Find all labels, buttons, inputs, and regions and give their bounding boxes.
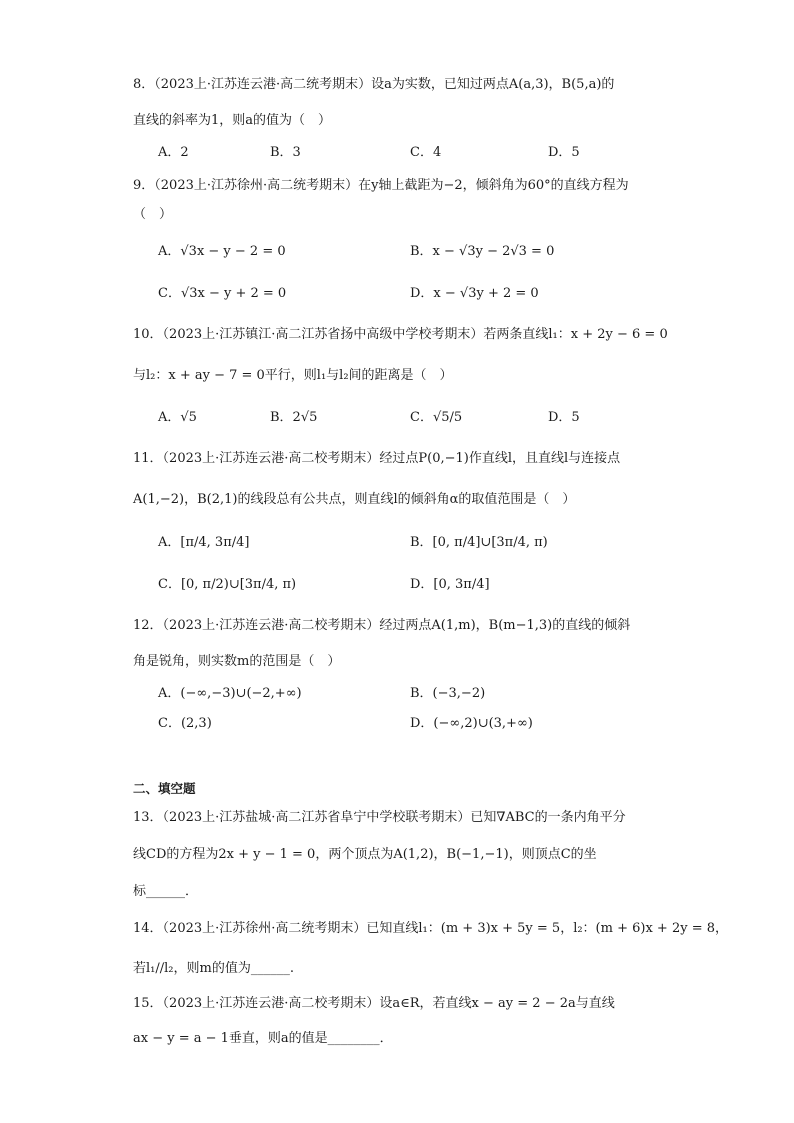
q11-option-a: A．[π/4, 3π/4] <box>158 535 250 550</box>
section-title-fill-in: 二、填空题 <box>133 781 196 796</box>
q12-option-c: C．(2,3) <box>158 716 212 731</box>
q11-stem-line1: 11．（2023上·江苏连云港·高二校考期末）经过点P(0,−1)作直线l，且直线l与连接点 <box>133 451 621 466</box>
q12-stem-line2: 角是锐角，则实数m的范围是（ ） <box>133 654 341 669</box>
q12-stem-line1: 12．（2023上·江苏连云港·高二校考期末）经过两点A(1,m)，B(m−1,3)的直线的倾斜 <box>133 618 631 633</box>
q12-option-b: B．(−3,−2) <box>410 686 486 701</box>
q10-stem-line2: 与l₂：x + ay − 7 = 0平行，则l₁与l₂间的距离是（ ） <box>133 368 453 383</box>
q9-option-c: C．√3x − y + 2 = 0 <box>158 286 287 301</box>
q8-option-d: D．5 <box>548 145 580 160</box>
q15-stem-line1: 15．（2023上·江苏连云港·高二校考期末）设a∈R，若直线x − ay = 2 − 2a与直线 <box>133 996 615 1011</box>
q11-option-b: B．[0, π/4]∪[3π/4, π) <box>410 535 548 550</box>
q10-option-a: A．√5 <box>158 410 197 425</box>
q8-option-c: C．4 <box>410 145 442 160</box>
q10-option-c: C．√5/5 <box>410 410 463 425</box>
q8-stem-line2: 直线的斜率为1，则a的值为（ ） <box>133 113 332 128</box>
q9-stem-line2: （ ） <box>133 207 173 222</box>
q8-option-b: B．3 <box>270 145 301 160</box>
q10-stem-line1: 10．（2023上·江苏镇江·高二江苏省扬中高级中学校考期末）若两条直线l₁：x + 2y − 6 = 0 <box>133 327 668 342</box>
q11-stem-line2: A(1,−2)，B(2,1)的线段总有公共点，则直线l的倾斜角α的取值范围是（ ） <box>133 492 576 507</box>
q10-option-d: D．5 <box>548 410 580 425</box>
q14-stem-line2: 若l₁//l₂，则m的值为______. <box>133 961 294 976</box>
q9-option-d: D．x − √3y + 2 = 0 <box>410 286 539 301</box>
q13-stem-line2: 线CD的方程为2x + y − 1 = 0，两个顶点为A(1,2)，B(−1,−1)，则顶点C的坐 <box>133 847 597 862</box>
q11-option-c: C．[0, π/2)∪[3π/4, π) <box>158 577 297 592</box>
q13-stem-line3: 标______． <box>133 884 199 899</box>
q12-option-d: D．(−∞,2)∪(3,+∞) <box>410 716 533 731</box>
q9-stem-line1: 9．（2023上·江苏徐州·高二统考期末）在y轴上截距为−2，倾斜角为60°的直线方程为 <box>133 178 629 193</box>
q8-option-a: A．2 <box>158 145 189 160</box>
q8-stem-line1: 8．（2023上·江苏连云港·高二统考期末）设a为实数，已知过两点A(a,3)，B(5,a)的 <box>133 77 615 92</box>
q15-stem-line2: ax − y = a − 1垂直，则a的值是________． <box>133 1031 393 1046</box>
q11-option-d: D．[0, 3π/4] <box>410 577 490 592</box>
q14-stem-line1: 14．（2023上·江苏徐州·高二统考期末）已知直线l₁：(m + 3)x + 5y = 5，l₂：(m + 6)x + 2y = 8， <box>133 921 728 936</box>
q12-option-a: A．(−∞,−3)∪(−2,+∞) <box>158 686 302 701</box>
q9-option-b: B．x − √3y − 2√3 = 0 <box>410 244 555 259</box>
q9-option-a: A．√3x − y − 2 = 0 <box>158 244 286 259</box>
q10-option-b: B．2√5 <box>270 410 318 425</box>
q13-stem-line1: 13．（2023上·江苏盐城·高二江苏省阜宁中学校联考期末）已知∇ABC的一条内角平分 <box>133 810 626 825</box>
